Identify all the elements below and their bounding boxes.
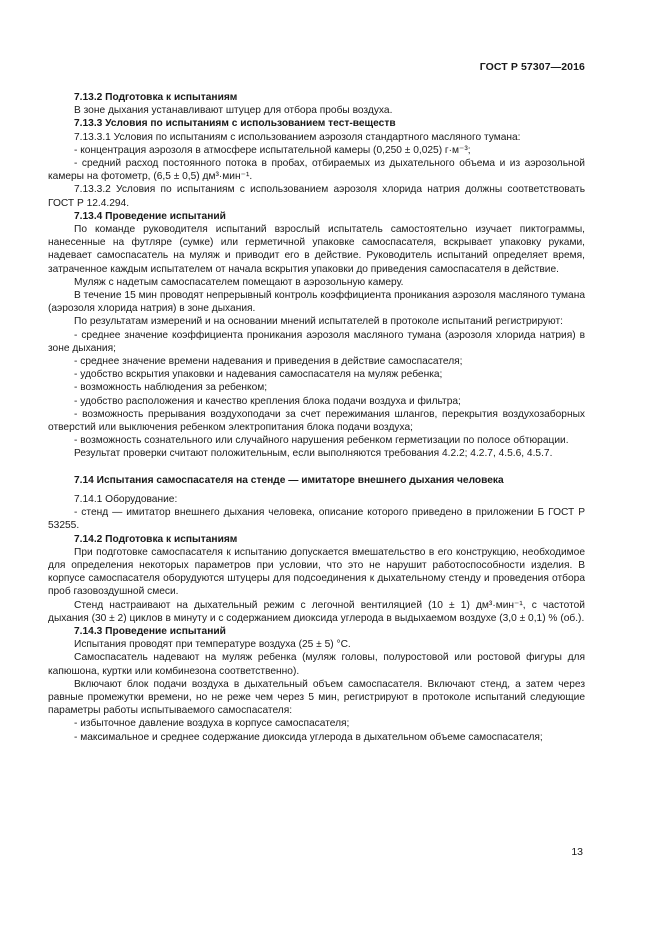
paragraph: В зоне дыхания устанавливают штуцер для отбора пробы воздуха.: [74, 105, 393, 117]
section-heading-7-13-4: 7.13.4 Проведение испытаний: [74, 210, 226, 222]
page-number: 13: [571, 846, 583, 858]
paragraph: Включают блок подачи воздуха в дыхательный объем самоспасателя. Включают стенд, а затем через равные промежутки времени, но не реже чем через 5 мин, регистрируют в протоколе испытаний следующие параметры работы испытываемого самоспасателя:: [48, 678, 585, 717]
paragraph: 7.13.3.1 Условия по испытаниям с использованием аэрозоля стандартного масляного тумана:: [74, 131, 521, 143]
paragraph: По команде руководителя испытаний взрослый испытатель самостоятельно изучает пиктограммы, нанесенные на футляре (сумке) или герметичной упаковке самоспасателя, вскрывает упаковку руками, надевает самоспасатель на муляж и приводит его в действие. Руководитель испытаний определяет время, затраченное каждым испытателем от начала вскрытия упаковки до приведения самоспасателя в действие.: [48, 224, 585, 275]
list-item: - максимальное и среднее содержание диоксида углерода в дыхательном объеме самоспасателя;: [74, 731, 543, 743]
paragraph: Муляж с надетым самоспасателем помещают в аэрозольную камеру.: [74, 276, 404, 288]
section-heading-7-13-2: 7.13.2 Подготовка к испытаниям: [74, 92, 238, 103]
paragraph: При подготовке самоспасателя к испытанию допускается вмешательство в его конструкцию, необходимое для определения некоторых параметров при условии, что это не нарушит работоспособности изделия. В корпусе самоспасателя оборудуются штуцеры для подсоединения к дыхательному стенду и проведения отбора проб газовоздушной смеси.: [48, 546, 585, 598]
paragraph: В течение 15 мин проводят непрерывный контроль коэффициента проникания аэрозоля масляного тумана (аэрозоля хлорида натрия) в зоне дыхания.: [48, 290, 585, 315]
paragraph: 7.13.3.2 Условия по испытаниям с использованием аэрозоля хлорида натрия должны соответствовать ГОСТ Р 12.4.294.: [48, 184, 585, 209]
list-item: - средний расход постоянного потока в пробах, отбираемых из дыхательного объема и из аэрозольной камеры на фотометр, (6,5 ± 0,5) дм³·мин⁻¹.: [48, 158, 585, 183]
paragraph: Испытания проводят при температуре воздуха (25 ± 5) °С.: [74, 639, 351, 651]
list-item: - удобство вскрытия упаковки и надевания самоспасателя на муляж ребенка;: [74, 369, 443, 381]
list-item: - концентрация аэрозоля в атмосфере испытательной камеры (0,250 ± 0,025) г·м⁻³;: [74, 144, 471, 156]
section-heading-7-14-2: 7.14.2 Подготовка к испытаниям: [74, 533, 238, 545]
list-item: - среднее значение времени надевания и приведения в действие самоспасателя;: [74, 356, 463, 368]
list-item: - избыточное давление воздуха в корпусе самоспасателя;: [74, 718, 350, 730]
section-heading-7-14-3: 7.14.3 Проведение испытаний: [74, 625, 226, 637]
section-heading-7-14: 7.14 Испытания самоспасателя на стенде — имитаторе внешнего дыхания человека: [74, 474, 504, 486]
paragraph: Результат проверки считают положительным, если выполняются требования 4.2.2; 4.2.7, 4.5.6, 4.5.7.: [74, 448, 553, 460]
list-item: - возможность прерывания воздухоподачи за счет пережимания шлангов, перекрытия воздухозаборных отверстий или выключения ребенком электропитания блока подачи воздуха;: [48, 408, 585, 434]
paragraph: 7.14.1 Оборудование:: [74, 493, 178, 505]
section-heading-7-13-3: 7.13.3 Условия по испытаниям с использованием тест-веществ: [74, 118, 396, 130]
list-item: - стенд — имитатор внешнего дыхания человека, описание которого приведено в приложении Б ГОСТ Р 53255.: [48, 507, 585, 532]
list-item: - удобство расположения и качество крепления блока подачи воздуха и фильтра;: [74, 395, 461, 407]
document-body: [48, 91, 585, 744]
list-item: - среднее значение коэффициента проникания аэрозоля масляного тумана (аэрозоля хлорида натрия) в зоне дыхания;: [48, 329, 585, 354]
paragraph: Стенд настраивают на дыхательный режим с легочной вентиляцией (10 ± 1) дм³·мин⁻¹, с частотой дыхания (30 ± 2) циклов в минуту и с содержанием диоксида углерода в выдыхаемом воздухе (3,0 ± 0,1) % (об.).: [48, 599, 585, 624]
list-item: - возможность сознательного или случайного нарушения ребенком герметизации по полосе обтюрации.: [74, 435, 569, 447]
paragraph: По результатам измерений и на основании мнений испытателей в протоколе испытаний регистрируют:: [74, 316, 563, 328]
paragraph: Самоспасатель надевают на муляж ребенка (муляж головы, полуростовой или ростовой фигуры для капюшона, куртки или комбинезона соответственно).: [48, 652, 585, 677]
standard-header: ГОСТ Р 57307—2016: [479, 61, 585, 73]
list-item: - возможность наблюдения за ребенком;: [74, 382, 268, 394]
